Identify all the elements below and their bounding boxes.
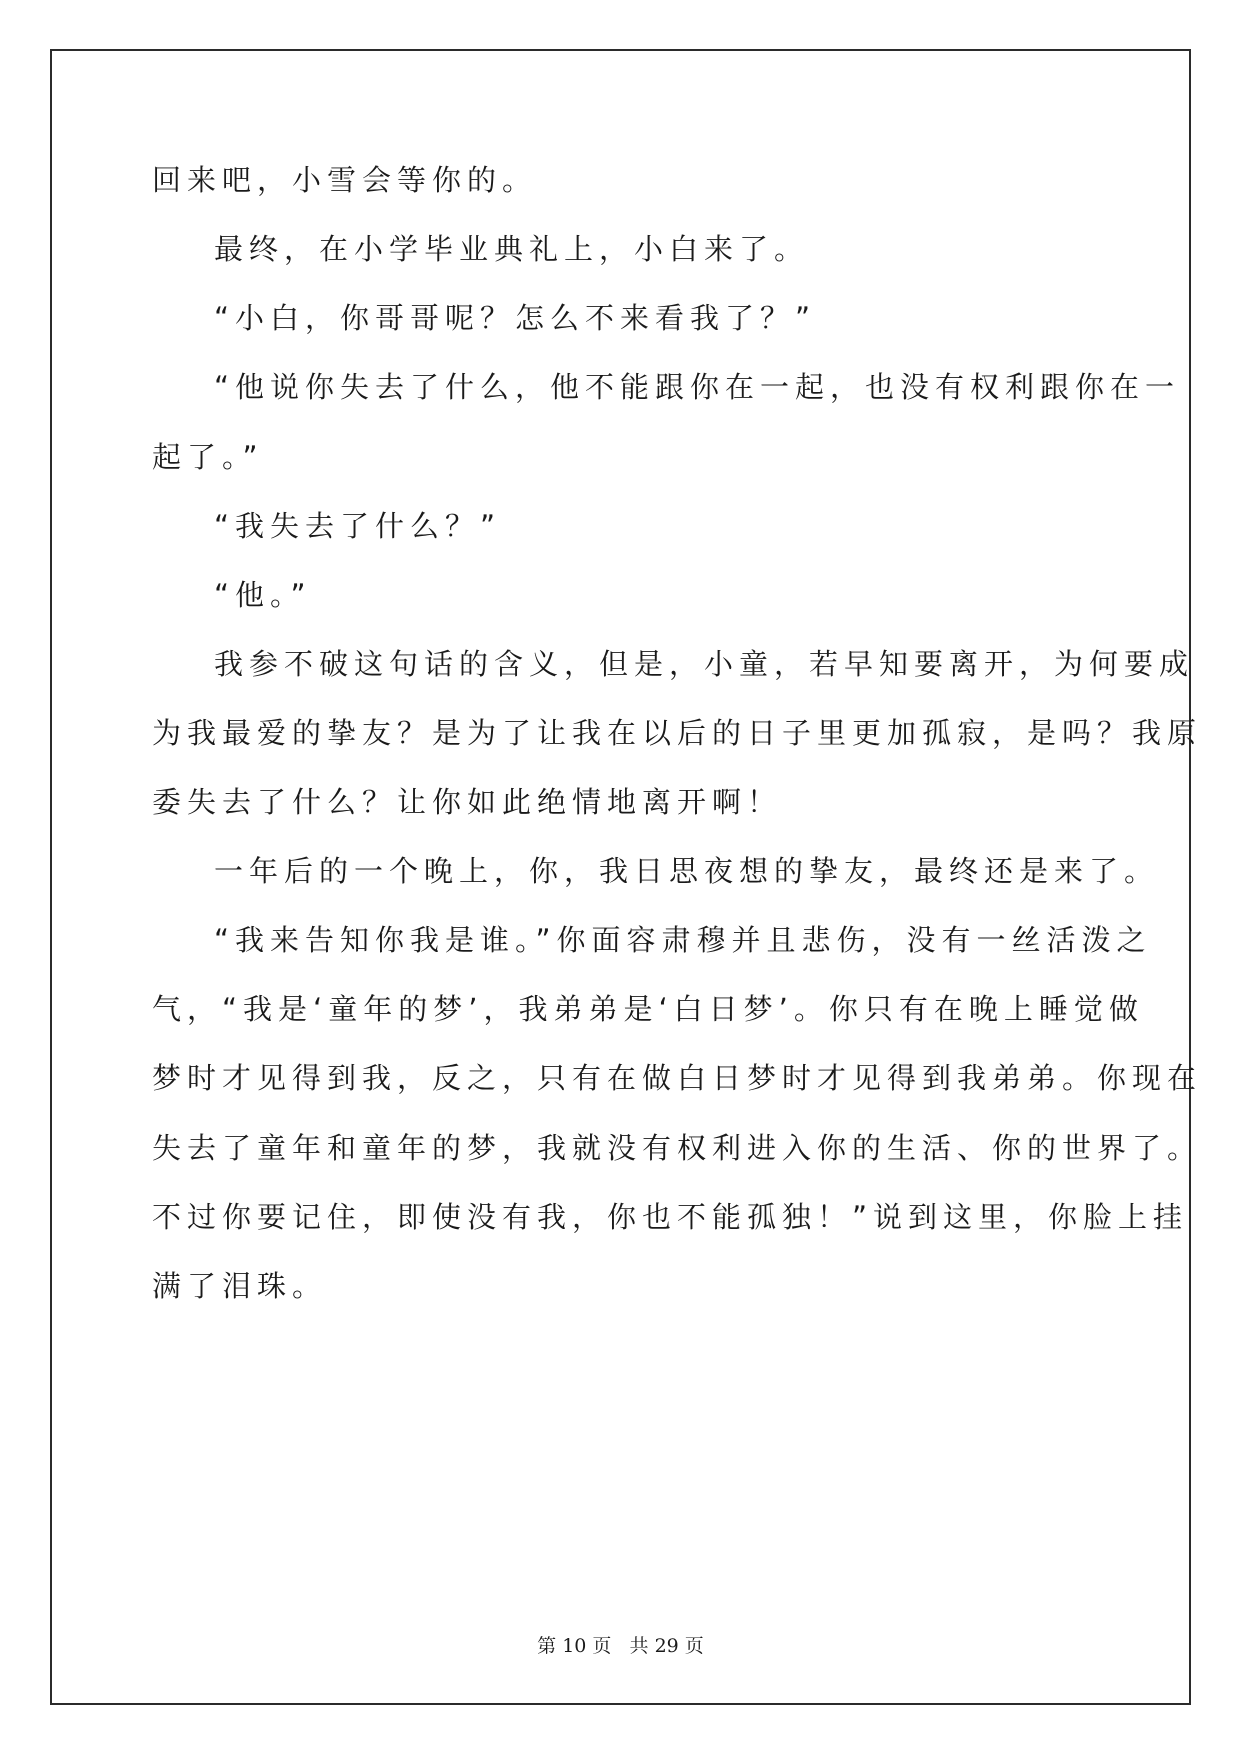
text-line: 失去了童年和童年的梦，我就没有权利进入你的生活、你的世界了。 <box>152 1131 1203 1165</box>
text-line: “我来告知你我是谁。”你面容肃穆并且悲伤，没有一丝活泼之 <box>214 923 1152 957</box>
text-line: “他说你失去了什么，他不能跟你在一起，也没有权利跟你在一 <box>214 370 1181 404</box>
text-line: 起了。” <box>152 440 264 474</box>
page-footer: 第 10 页 共 29 页 <box>537 1635 704 1657</box>
text-line: “我失去了什么？” <box>214 509 502 543</box>
text-line: 一年后的一个晚上，你，我日思夜想的挚友，最终还是来了。 <box>214 854 1160 888</box>
text-line: 回来吧，小雪会等你的。 <box>152 163 538 197</box>
text-line: 委失去了什么？让你如此绝情地离开啊！ <box>152 785 783 819</box>
text-line: 不过你要记住，即使没有我，你也不能孤独！”说到这里，你脸上挂 <box>152 1200 1189 1234</box>
text-line: “他。” <box>214 578 312 612</box>
text-line: 最终，在小学毕业典礼上，小白来了。 <box>214 232 810 266</box>
text-line: 梦时才见得到我，反之，只有在做白日梦时才见得到我弟弟。你现在 <box>152 1061 1203 1095</box>
text-line: 为我最爱的挚友？是为了让我在以后的日子里更加孤寂，是吗？我原 <box>152 716 1203 750</box>
text-line: 气，“我是‘童年的梦’，我弟弟是‘白日梦’。你只有在晚上睡觉做 <box>152 992 1144 1026</box>
text-line: 满了泪珠。 <box>152 1269 328 1303</box>
text-line: “小白，你哥哥呢？怎么不来看我了？” <box>214 301 817 335</box>
text-line: 我参不破这句话的含义，但是，小童，若早知要离开，为何要成 <box>214 647 1195 681</box>
